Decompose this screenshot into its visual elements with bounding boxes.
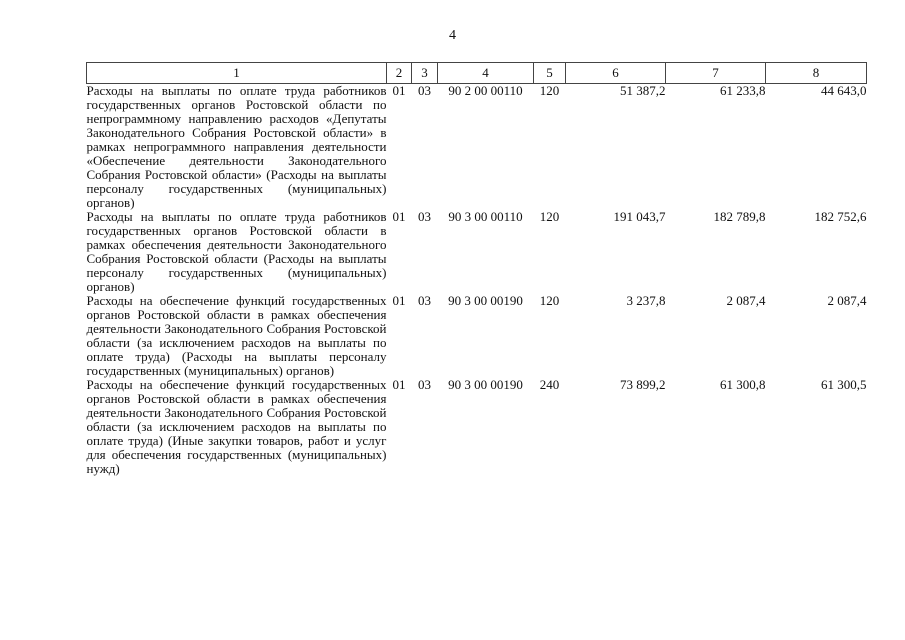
row-expense-type: 240: [539, 377, 560, 392]
row-value-7: 2 087,4: [726, 293, 766, 308]
page-number: 4: [449, 28, 456, 43]
row-target-article: 90 3 00 00190: [448, 377, 523, 392]
table-row: [87, 84, 867, 211]
row-expense-type: 120: [539, 83, 560, 98]
row-subsection: 03: [418, 83, 431, 98]
row-value-6: 73 899,2: [620, 377, 666, 392]
row-target-article: 90 3 00 00190: [448, 293, 523, 308]
row-section: 01: [392, 293, 406, 308]
column-header-4: 4: [438, 63, 534, 84]
row-target-article: 90 3 00 00110: [448, 209, 523, 224]
row-description: Расходы на обеспечение функций государственных органов Ростовской области в рамках обеспечения деятельности Законодательного Собрания Ростовской области (за исключением расходов на выплаты по оплате труда) (Иные закупки товаров, работ и услуг для обеспечения государственных (муниципальных) нужд): [86, 377, 387, 476]
column-header-6: 6: [566, 63, 666, 84]
row-value-8: 182 752,6: [814, 209, 867, 224]
budget-table: [86, 62, 867, 476]
row-description: Расходы на выплаты по оплате труда работников государственных органов Ростовской области в рамках обеспечения деятельности Законодательного Собрания Ростовской области (Расходы на выплаты персоналу государственных (муниципальных) органов): [86, 209, 387, 294]
row-value-8: 44 643,0: [821, 83, 867, 98]
row-expense-type: 120: [539, 293, 560, 308]
row-value-6: 3 237,8: [626, 293, 666, 308]
column-header-3: 3: [412, 63, 438, 84]
column-header-7: 7: [666, 63, 766, 84]
row-section: 01: [392, 83, 406, 98]
column-header-1: 1: [87, 63, 387, 84]
table-row: [87, 210, 867, 294]
table-row: [87, 378, 867, 476]
row-subsection: 03: [418, 377, 431, 392]
row-value-7: 61 233,8: [720, 83, 766, 98]
row-description: Расходы на выплаты по оплате труда работников государственных органов Ростовской области по непрограммному направлению расходов «Депутаты Законодательного Собрания Ростовской области» в рамках непрограммного направления деятельности «Обеспечение деятельности Законодательного Собрания Ростовской области» (Расходы на выплаты персоналу государственных (муниципальных) органов): [86, 83, 387, 210]
row-subsection: 03: [418, 293, 431, 308]
row-value-6: 191 043,7: [613, 209, 666, 224]
row-value-8: 61 300,5: [821, 377, 867, 392]
row-section: 01: [392, 377, 406, 392]
column-header-2: 2: [387, 63, 412, 84]
column-header-5: 5: [534, 63, 566, 84]
row-value-7: 61 300,8: [720, 377, 766, 392]
row-value-8: 2 087,4: [827, 293, 867, 308]
table-row: [87, 294, 867, 378]
table-header-row: [87, 63, 867, 84]
row-section: 01: [392, 209, 406, 224]
row-value-6: 51 387,2: [620, 83, 666, 98]
column-header-8: 8: [766, 63, 867, 84]
row-subsection: 03: [418, 209, 431, 224]
row-expense-type: 120: [539, 209, 560, 224]
row-value-7: 182 789,8: [713, 209, 766, 224]
row-description: Расходы на обеспечение функций государственных органов Ростовской области в рамках обеспечения деятельности Законодательного Собрания Ростовской области (за исключением расходов на выплаты по оплате труда) (Расходы на выплаты персоналу государственных (муниципальных) органов): [86, 293, 387, 378]
row-target-article: 90 2 00 00110: [448, 83, 523, 98]
